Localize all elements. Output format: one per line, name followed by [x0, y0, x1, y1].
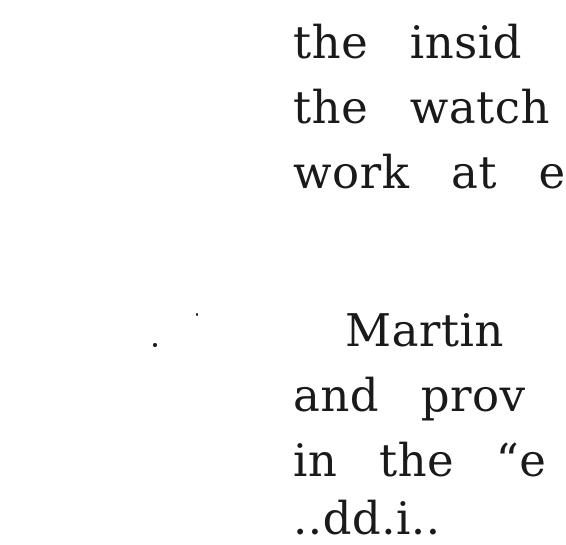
text-line-3: work at e: [293, 146, 566, 199]
text-line-7-partial: ..dd.i..: [293, 492, 441, 545]
text-line-1: the insid: [293, 16, 522, 69]
ink-speck: [153, 343, 157, 347]
text-line-6: in the “e: [293, 434, 547, 487]
text-line-2: the watch: [293, 81, 550, 134]
text-line-5: and prov: [293, 369, 526, 422]
text-line-4: Martin: [345, 304, 504, 357]
ink-speck: [196, 313, 198, 316]
